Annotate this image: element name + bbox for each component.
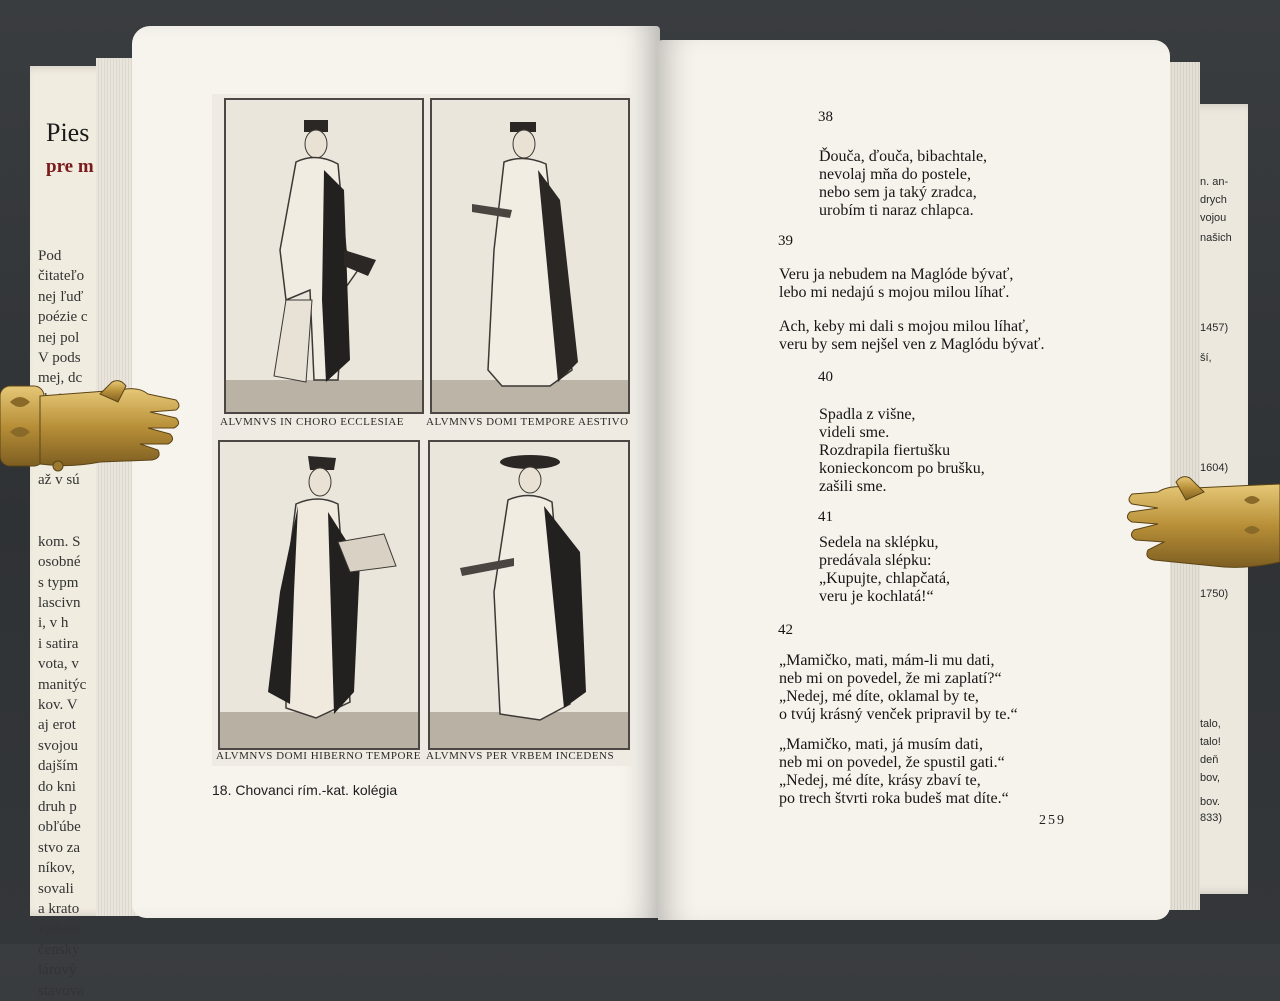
panel-caption-2: ALVMNVS DOMI TEMPORE AESTIVO [426, 416, 629, 428]
jacket-text-line: čitateľo [38, 268, 85, 285]
song-stanza: „Mamičko, mati, mám-li mu dati, neb mi on povedel, že mi zaplatí?“ „Nedej, mé díte, oklamal by te, o tvúj krásný venček pripravil by te.“ [779, 652, 1018, 723]
engraving-plate [212, 94, 632, 766]
song-number: 41 [818, 509, 833, 525]
song-number: 39 [778, 233, 793, 249]
engraving-panel-3 [218, 440, 420, 750]
jacket-subtitle: pre m [46, 156, 94, 177]
jacket-text-fragment: bov. [1200, 796, 1220, 808]
jacket-text-line: i satira [38, 635, 79, 652]
jacket-text-line: obľúbe [38, 819, 81, 836]
jacket-text-line: mej, dc [38, 370, 83, 387]
jacket-text-line: aj erot [38, 717, 76, 734]
jacket-text-line: vzdelar [38, 921, 83, 938]
student-figure-winter [220, 442, 418, 748]
song-number: 40 [818, 369, 833, 385]
jacket-text-fragment: 833) [1200, 812, 1223, 824]
engraving-panel-1 [224, 98, 424, 414]
jacket-text-line: až v sú [38, 472, 80, 489]
jacket-text-fragment: drych [1200, 194, 1227, 206]
jacket-text-line: manitýc [38, 676, 87, 693]
song-stanza: Spadla z višne, videli sme. Rozdrapila fiertušku konieckoncom po brušku, zašili sme. [819, 406, 985, 495]
jacket-text-line: poézie c [38, 309, 88, 326]
jacket-text-line: a krato [38, 901, 80, 917]
jacket-text-fragment: 1750) [1200, 588, 1229, 600]
panel-caption-3: ALVMNVS DOMI HIBERNO TEMPORE [216, 750, 421, 762]
jacket-text-line: čenský [38, 941, 80, 958]
brass-hand-clamp-left [0, 372, 182, 480]
jacket-text-line: nej ľuď [38, 288, 84, 305]
jacket-text-line: nej pol [38, 329, 80, 346]
jacket-text-line: do kni [38, 778, 76, 795]
page-number: 259 [1039, 813, 1066, 828]
jacket-text-line: s typm [38, 574, 79, 591]
jacket-text-line: sovali [38, 880, 74, 897]
jacket-text-fragment: vojou [1200, 212, 1227, 224]
jacket-text-line: lascivn [38, 594, 81, 611]
figure-caption: 18. Chovanci rím.-kat. kolégia [212, 782, 398, 798]
jacket-text-fragment: ší, [1200, 352, 1212, 364]
jacket-text-fragment: našich [1200, 232, 1232, 244]
jacket-text-fragment: deň [1200, 754, 1219, 766]
student-figure-summer [432, 100, 628, 412]
engraving-panel-4 [428, 440, 630, 750]
song-stanza: „Mamičko, mati, já musím dati, neb mi on povedel, že spustil gati.“ „Nedej, mé díte, krásy zbaví te, po trech štvrti roka budeš mat díte.“ [779, 736, 1009, 807]
jacket-text-line: Pod [38, 248, 62, 264]
jacket-title: Pies [46, 118, 90, 147]
song-number: 38 [818, 109, 833, 125]
engraving-panel-2 [430, 98, 630, 414]
jacket-text-fragment: talo! [1200, 736, 1221, 748]
jacket-text-fragment: 1604) [1200, 462, 1229, 474]
song-number: 42 [778, 622, 793, 638]
jacket-text-line: lárový [38, 962, 77, 979]
student-figure-city [430, 442, 628, 748]
jacket-text-fragment: bov, [1200, 772, 1220, 784]
jacket-text-fragment: talo, [1200, 718, 1221, 730]
song-stanza: Ach, keby mi dali s mojou milou líhať, veru by sem nejšel ven z Maglódu bývať. [779, 318, 1045, 353]
brass-hand-clamp-right [1124, 470, 1280, 580]
jacket-text-line: níkov, [38, 860, 75, 877]
jacket-text-line: osobné [38, 554, 81, 571]
jacket-text-line: dajším [38, 758, 78, 775]
jacket-text-fragment: n. an- [1200, 176, 1229, 188]
song-stanza: Sedela na sklépku, predávala slépku: „Kupujte, chlapčatá, veru je kochlatá!“ [819, 534, 951, 605]
jacket-text-fragment: 1457) [1200, 322, 1229, 334]
jacket-text-line: stavova [38, 982, 84, 999]
jacket-text-line: stvo za [38, 839, 81, 856]
jacket-text-line: V pods [38, 350, 81, 367]
jacket-text-line: druh p [38, 798, 77, 815]
jacket-text-line: kom. S [38, 533, 81, 550]
student-figure-choir [226, 100, 422, 412]
jacket-text-line: kov. V [38, 696, 78, 713]
jacket-text-line: vota, v [38, 656, 79, 673]
jacket-text-line: svojou [38, 737, 79, 754]
song-stanza: Veru ja nebudem na Maglóde bývať, lebo mi nedajú s mojou milou líhať. [779, 266, 1014, 301]
song-stanza: Ďouča, ďouča, bibachtale, nevolaj mňa do postele, nebo sem ja taký zradca, urobím ti naraz chlapca. [819, 148, 988, 219]
panel-caption-1: ALVMNVS IN CHORO ECCLESIAE [220, 416, 405, 428]
panel-caption-4: ALVMNVS PER VRBEM INCEDENS [426, 750, 615, 762]
jacket-text-line: i, v h [38, 615, 69, 632]
